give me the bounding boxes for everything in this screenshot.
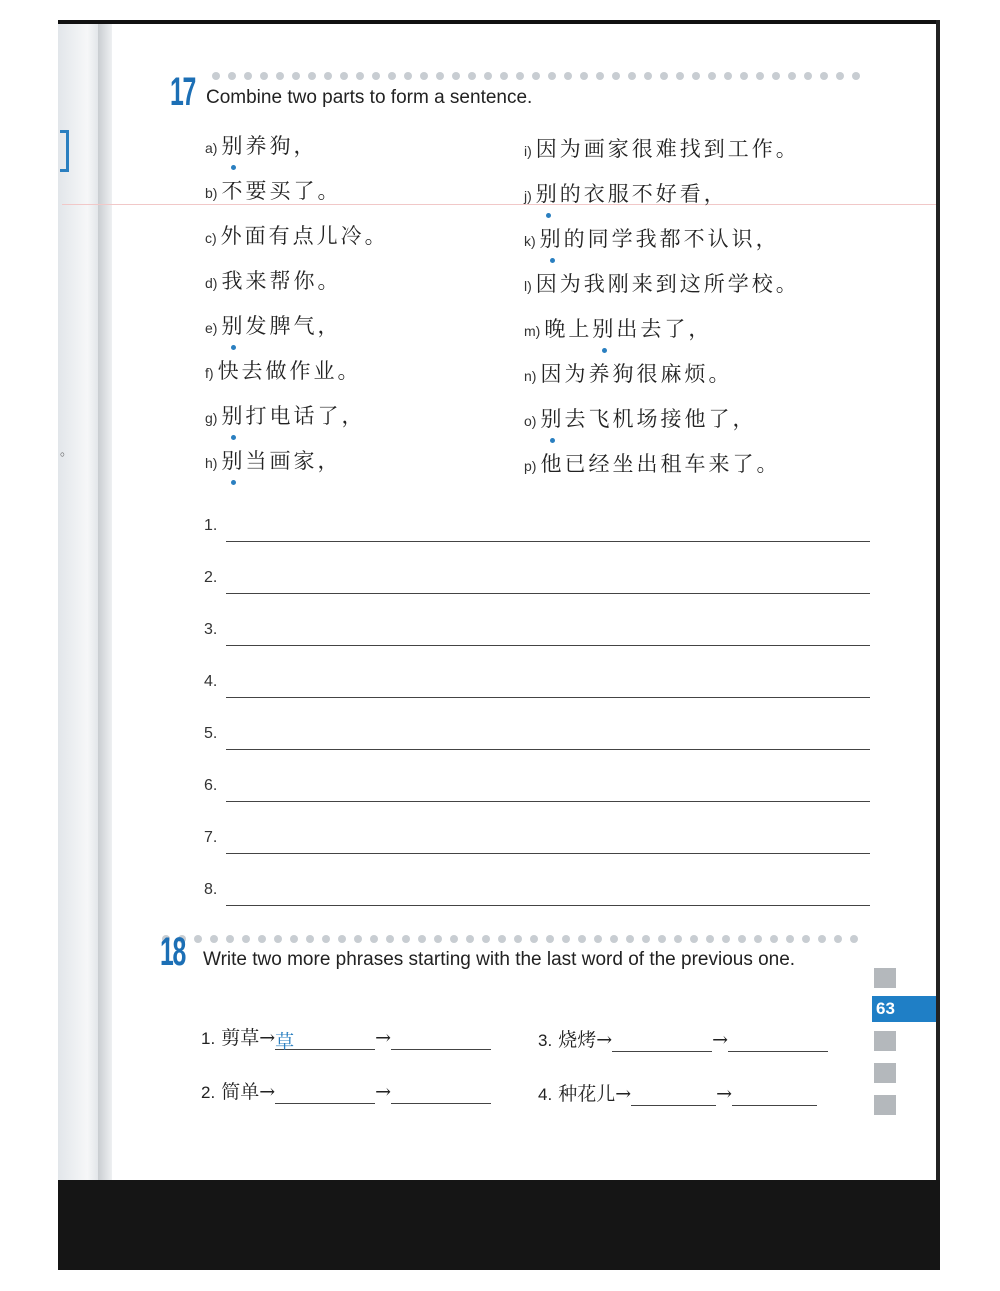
left-item-a: a) 别养狗， (205, 130, 317, 164)
side-tab (874, 1063, 896, 1083)
page-number: 63 (872, 996, 936, 1022)
divider-dot (468, 72, 476, 80)
divider-dot (658, 935, 666, 943)
divider-dot (626, 935, 634, 943)
exercise-number: 18 (160, 930, 186, 974)
divider-dot (578, 935, 586, 943)
divider-dot (756, 72, 764, 80)
divider-dot (516, 72, 524, 80)
divider-dot (690, 935, 698, 943)
right-item-l: l) 因为我刚来到这所学校。 (524, 272, 800, 296)
left-item-c: c) 外面有点儿冷。 (205, 224, 389, 248)
divider-dot (676, 72, 684, 80)
divider-dot (754, 935, 762, 943)
answer-blank[interactable] (275, 1081, 375, 1104)
divider-dot (340, 72, 348, 80)
side-tab (874, 1095, 896, 1115)
divider-dot (802, 935, 810, 943)
divider-dot (564, 72, 572, 80)
divider-dot (258, 935, 266, 943)
divider-dot (724, 72, 732, 80)
divider-dot (372, 72, 380, 80)
right-item-p: p) 他已经坐出租车来了。 (524, 452, 781, 476)
phrase-chain-4: 4. 种花儿→ → (538, 1079, 817, 1106)
answer-line-3[interactable]: 3. (204, 621, 870, 649)
divider-dot (548, 72, 556, 80)
divider-dot (530, 935, 538, 943)
divider-dot (484, 72, 492, 80)
left-item-d: d) 我来帮你。 (205, 269, 342, 293)
answer-blank[interactable]: 草 (275, 1027, 375, 1050)
divider-dot (596, 72, 604, 80)
divider-dot (692, 72, 700, 80)
divider-dot (452, 72, 460, 80)
divider-dot (770, 935, 778, 943)
side-tab (874, 1031, 896, 1051)
divider-dot (290, 935, 298, 943)
divider-dot (466, 935, 474, 943)
previous-page-bracket (60, 130, 69, 172)
divider-dot (708, 72, 716, 80)
divider-dot (434, 935, 442, 943)
divider-dot (306, 935, 314, 943)
divider-dot (324, 72, 332, 80)
divider-dot (706, 935, 714, 943)
previous-page-mark: 。 (60, 443, 74, 458)
divider-dot (194, 935, 202, 943)
left-item-h: h) 别当画家， (205, 445, 341, 479)
divider-dot (420, 72, 428, 80)
left-item-f: f) 快去做作业。 (205, 359, 362, 383)
divider-dot (532, 72, 540, 80)
divider-dot (226, 935, 234, 943)
answer-line-7[interactable]: 7. (204, 829, 870, 857)
bleed-line (62, 204, 936, 205)
divider-dot (546, 935, 554, 943)
divider-dot (386, 935, 394, 943)
divider-dot (850, 935, 858, 943)
answer-line-1[interactable]: 1. (204, 517, 870, 545)
divider-dot (722, 935, 730, 943)
divider-dot (820, 72, 828, 80)
scan-edge-right (936, 20, 940, 1270)
divider-dot (402, 935, 410, 943)
scan-edge-bottom (58, 1180, 940, 1270)
divider-dot (388, 72, 396, 80)
answer-blank[interactable] (391, 1027, 491, 1050)
divider-dot (274, 935, 282, 943)
divider-dot (786, 935, 794, 943)
divider-dot (418, 935, 426, 943)
divider-dot (242, 935, 250, 943)
divider-dot (356, 72, 364, 80)
divider-dot (804, 72, 812, 80)
right-item-j: j) 别的衣服不好看， (524, 178, 728, 212)
divider-dot (514, 935, 522, 943)
divider-dot (370, 935, 378, 943)
dot-divider (162, 935, 858, 945)
divider-dot (642, 935, 650, 943)
exercise-number: 17 (170, 70, 196, 114)
divider-dot (610, 935, 618, 943)
right-item-n: n) 因为养狗很麻烦。 (524, 362, 733, 386)
divider-dot (500, 72, 508, 80)
divider-dot (450, 935, 458, 943)
answer-line-6[interactable]: 6. (204, 777, 870, 805)
divider-dot (628, 72, 636, 80)
answer-blank[interactable] (732, 1083, 817, 1106)
answer-line-8[interactable]: 8. (204, 881, 870, 909)
divider-dot (772, 72, 780, 80)
divider-dot (212, 72, 220, 80)
divider-dot (562, 935, 570, 943)
divider-dot (338, 935, 346, 943)
answer-blank[interactable] (631, 1083, 716, 1106)
left-item-b: b) 不要买了。 (205, 179, 342, 203)
exercise-title: Combine two parts to form a sentence. (206, 87, 533, 108)
divider-dot (740, 72, 748, 80)
divider-dot (660, 72, 668, 80)
left-item-g: g) 别打电话了， (205, 400, 365, 434)
divider-dot (308, 72, 316, 80)
answer-blank[interactable] (612, 1029, 712, 1052)
divider-dot (818, 935, 826, 943)
divider-dot (228, 72, 236, 80)
divider-dot (404, 72, 412, 80)
divider-dot (788, 72, 796, 80)
divider-dot (834, 935, 842, 943)
phrase-chain-3: 3. 烧烤→ → (538, 1025, 828, 1052)
divider-dot (580, 72, 588, 80)
answer-line-5[interactable]: 5. (204, 725, 870, 753)
divider-dot (482, 935, 490, 943)
phrase-chain-2: 2. 简单→ → (201, 1077, 491, 1104)
divider-dot (852, 72, 860, 80)
divider-dot (436, 72, 444, 80)
divider-dot (276, 72, 284, 80)
divider-dot (738, 935, 746, 943)
book-gutter (98, 24, 112, 1180)
divider-dot (498, 935, 506, 943)
divider-dot (292, 72, 300, 80)
divider-dot (594, 935, 602, 943)
side-tab (874, 968, 896, 988)
right-item-i: i) 因为画家很难找到工作。 (524, 137, 800, 161)
previous-page-edge (58, 24, 100, 1180)
phrase-chain-1: 1. 剪草→草 → (201, 1023, 491, 1050)
divider-dot (644, 72, 652, 80)
dot-divider (212, 72, 860, 82)
scan-edge-top (58, 20, 940, 24)
right-item-k: k) 别的同学我都不认识， (524, 223, 780, 257)
exercise-title: Write two more phrases starting with the last word of the previous one. (203, 949, 796, 970)
divider-dot (612, 72, 620, 80)
divider-dot (836, 72, 844, 80)
divider-dot (354, 935, 362, 943)
divider-dot (260, 72, 268, 80)
answer-blank[interactable] (728, 1029, 828, 1052)
divider-dot (210, 935, 218, 943)
divider-dot (244, 72, 252, 80)
divider-dot (322, 935, 330, 943)
answer-blank[interactable] (391, 1081, 491, 1104)
right-item-m: m) 晚上别出去了， (524, 313, 712, 347)
right-item-o: o) 别去飞机场接他了， (524, 403, 756, 437)
left-item-e: e) 别发脾气， (205, 310, 341, 344)
answer-line-4[interactable]: 4. (204, 673, 870, 701)
divider-dot (674, 935, 682, 943)
answer-line-2[interactable]: 2. (204, 569, 870, 597)
